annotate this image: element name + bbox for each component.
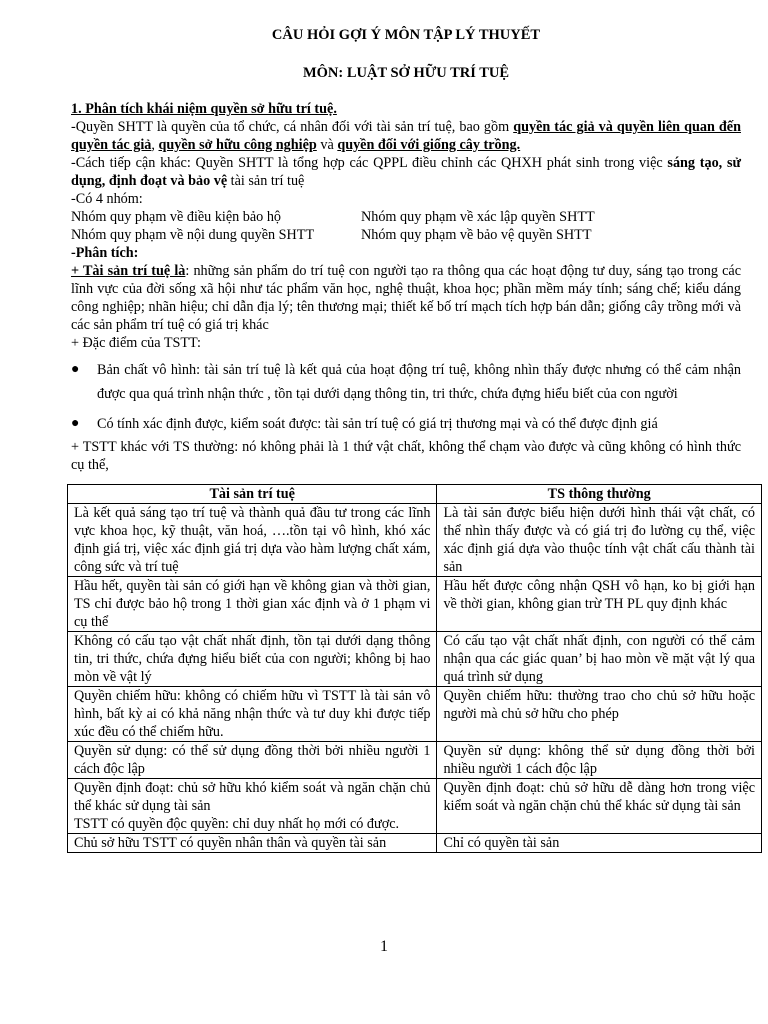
group-item: Nhóm quy phạm về xác lập quyền SHTT bbox=[361, 209, 595, 225]
text-run: -Cách tiếp cận khác: Quyền SHTT là tổng hợp các QPPL điều chỉnh các QHXH phát sinh trong việc bbox=[71, 155, 668, 171]
paragraph-definition bbox=[71, 118, 741, 154]
bullet-icon: ● bbox=[71, 416, 80, 431]
group-item: Nhóm quy phạm về nội dung quyền SHTT bbox=[71, 227, 315, 243]
document-body bbox=[71, 26, 741, 474]
bullet-icon: ● bbox=[71, 362, 80, 377]
table-cell: Là kết quả sáng tạo trí tuệ và thành quả đầu tư trong các lĩnh vực khoa học, kỹ thuật, văn hoá, ….tồn tại vô hình, khó xác định giá trị, việc xác định giá trị dựa vào hàm lượng chất xám, công sức và trí tuệ bbox=[68, 504, 437, 577]
table-cell: Có cấu tạo vật chất nhất định, con người có thể cảm nhận qua các giác quan’ bị hao mòn về mặt vật lý qua quá trình sử dụng bbox=[437, 632, 762, 687]
table-cell: Quyền định đoạt: chủ sở hữu dễ dàng hơn trong việc kiểm soát và ngăn chặn chủ thể khác sử dụng tài sản bbox=[437, 779, 762, 834]
bullet-text: Bản chất vô hình: tài sản trí tuệ là kết quả của hoạt động trí tuệ, không nhìn thấy được nhưng có thể cảm nhận được qua quá trình nhận thức , tồn tại dưới dạng thông tin, tri thức, chứa đựng hiểu biết của con người bbox=[97, 362, 741, 402]
group-item: Nhóm quy phạm về điều kiện bảo hộ bbox=[71, 209, 282, 225]
paragraph-alt-approach bbox=[71, 154, 741, 190]
table-row bbox=[68, 742, 762, 779]
table-cell: Hầu hết được công nhận QSH vô hạn, ko bị giới hạn về thời gian, không gian trừ TH PL quy định khác bbox=[437, 577, 762, 632]
table-cell: Quyền sử dụng: không thể sử dụng đồng thời bởi nhiều người 1 cách độc lập bbox=[437, 742, 762, 779]
table-cell: Hầu hết, quyền tài sản có giới hạn về không gian và thời gian, TS chỉ được bảo hộ trong 1 thời gian xác định và ở 1 phạm vi cụ thể bbox=[68, 577, 437, 632]
table-row bbox=[68, 687, 762, 742]
text-run: tài sản trí tuệ bbox=[227, 173, 305, 189]
table-cell: Không có cấu tạo vật chất nhất định, tồn tại dưới dạng thông tin, tri thức, chứa đựng hiểu biết của con người; không bị hao mòn về vật lý bbox=[68, 632, 437, 687]
table-row bbox=[68, 504, 762, 577]
table-cell: Quyền sử dụng: có thể sử dụng đồng thời bởi nhiều người 1 cách độc lập bbox=[68, 742, 437, 779]
paragraph-difference: + TSTT khác với TS thường: nó không phải là 1 thứ vật chất, không thể chạm vào được và cũng không có hình thức cụ thể, bbox=[71, 439, 741, 473]
groups-row-2 bbox=[71, 226, 741, 244]
emphasis-ip-assets: + Tài sản trí tuệ là bbox=[71, 263, 186, 279]
table-row bbox=[68, 834, 762, 853]
emphasis-actions: sáng tạo, sử dụng, định đoạt và bảo vệ bbox=[71, 155, 742, 189]
comparison-table bbox=[67, 484, 762, 853]
table-cell: Quyền định đoạt: chủ sở hữu khó kiểm soát và ngăn chặn chủ thể khác sử dụng tài sản TSTT có quyền độc quyền: chỉ duy nhất họ mới có được. bbox=[68, 779, 437, 834]
page-number: 1 bbox=[380, 938, 388, 955]
table-row bbox=[68, 632, 762, 687]
text-run: và bbox=[316, 137, 338, 153]
bullet-item bbox=[71, 358, 741, 406]
emphasis-plant-variety: quyền đối với giống cây trồng. bbox=[337, 137, 521, 153]
paragraph-characteristics: + Đặc điểm của TSTT: bbox=[71, 335, 201, 351]
emphasis-industrial-property: quyền sở hữu công nghiệp bbox=[158, 137, 317, 153]
paragraph-groups-intro: -Có 4 nhóm: bbox=[71, 191, 143, 207]
table-cell: Quyền chiếm hữu: không có chiếm hữu vì TSTT là tài sản vô hình, bất kỳ ai có khả năng nhận thức và tư duy khi được tiếp xúc đều có thể chiếm hữu. bbox=[68, 687, 437, 742]
text-run: : những sản phẩm do trí tuệ con người tạo ra thông qua các hoạt động tư duy, sáng tạo trong các lĩnh vực của đời sống xã hội như tác phẩm văn học, nghệ thuật, khoa học; phần mềm máy tính; sáng chế; kiểu dáng công nghiệp; nhãn hiệu; chỉ dẫn địa lý; tên thương mại; thiết kế bố trí mạch tích hợp bán dẫn; giống cây trồng mới và các sản phẩm trí tuệ có giá trị khác bbox=[71, 263, 742, 333]
document-title: CÂU HỎI GỢI Ý MÔN TẬP LÝ THUYẾT bbox=[271, 27, 541, 43]
text-run: , bbox=[151, 137, 159, 153]
emphasis-copyright: quyền tác giả và quyền liên quan đến quyền tác giả bbox=[71, 119, 741, 153]
table-body bbox=[68, 504, 762, 853]
table-cell: Chỉ có quyền tài sản bbox=[437, 834, 762, 853]
column-header: Tài sản trí tuệ bbox=[68, 485, 437, 504]
table-row bbox=[68, 577, 762, 632]
table-cell: Chủ sở hữu TSTT có quyền nhân thân và quyền tài sản bbox=[68, 834, 437, 853]
column-header: TS thông thường bbox=[437, 485, 762, 504]
table-cell: Quyền chiếm hữu: thường trao cho chủ sở hữu hoặc người mà chủ sở hữu cho phép bbox=[437, 687, 762, 742]
group-item: Nhóm quy phạm về bảo vệ quyền SHTT bbox=[361, 227, 592, 243]
table-header-row bbox=[68, 485, 762, 504]
bullet-item bbox=[71, 412, 741, 436]
paragraph-ip-assets bbox=[71, 262, 741, 334]
section-heading: 1. Phân tích khái niệm quyền sở hữu trí tuệ. bbox=[71, 101, 337, 117]
subject-title: MÔN: LUẬT SỞ HỮU TRÍ TUỆ bbox=[302, 65, 510, 81]
bullet-text: Có tính xác định được, kiểm soát được: tài sản trí tuệ có giá trị thương mại và có thể được định giá bbox=[97, 416, 658, 432]
table-row bbox=[68, 779, 762, 834]
table-cell: Là tài sản được biểu hiện dưới hình thái vật chất, có thể nhìn thấy được và có giá trị đo lường cụ thể, việc xác định giá dựa vào thuộc tính vật chất cấu thành tài sản bbox=[437, 504, 762, 577]
text-run: -Quyền SHTT là quyền của tổ chức, cá nhân đối với tài sản trí tuệ, bao gồm bbox=[71, 119, 514, 135]
analysis-heading: -Phân tích: bbox=[71, 245, 139, 261]
groups-row-1 bbox=[71, 208, 741, 226]
